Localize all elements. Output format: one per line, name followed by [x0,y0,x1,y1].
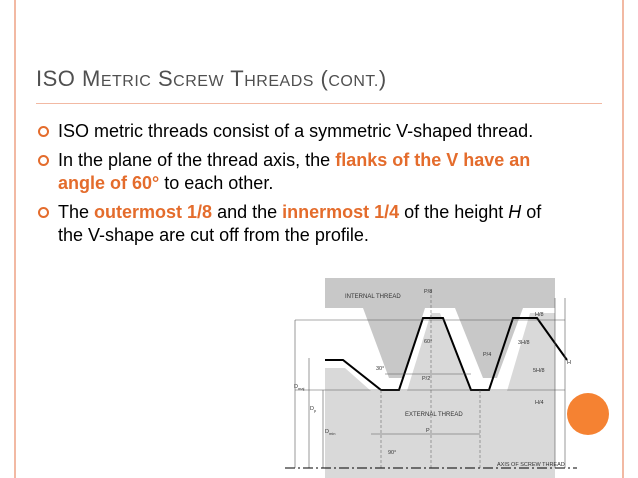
bullet-item: ISO metric threads consist of a symmetric V-shaped thread. [38,120,558,143]
label-dmin-sub: min [328,431,336,436]
bullet-ring-icon [38,155,49,166]
label-30deg: 30° [376,366,385,372]
label-dmin: D [325,429,329,435]
bullet-list [38,120,558,253]
label-h8: H/8 [535,312,544,318]
label-p8: P/8 [424,289,433,295]
label-90deg: 90° [388,450,397,456]
svg-text:Dmaj [294,384,305,391]
decorative-orange-circle [567,393,609,435]
label-p4: P/4 [483,352,492,358]
label-external-thread: EXTERNAL THREAD [405,412,463,418]
label-5h8: 5H/8 [533,368,545,374]
label-axis: AXIS OF SCREW THREAD [497,462,565,468]
thread-profile-diagram [285,278,577,478]
label-60deg: 60° [424,339,433,345]
label-h4: H/4 [535,400,544,406]
label-3h8: 3H/8 [518,340,530,346]
right-border-line [622,0,624,478]
label-internal-thread: INTERNAL THREAD [345,294,401,300]
bullet-ring-icon [38,207,49,218]
bullet-item: In the plane of the thread axis, the flanks of the V have an angle of 60° to each other. [38,149,558,195]
label-p: P [426,428,430,434]
label-p2: P/2 [422,376,431,382]
label-h: H [567,360,571,366]
slide-title: ISO METRIC SCREW THREADS (CONT.) [36,66,387,91]
svg-text:Dp [310,406,317,413]
label-dmaj: D [294,384,298,390]
bullet-ring-icon [38,126,49,137]
bullet-item: The outermost 1/8 and the innermost 1/4 of the height H of the V-shape are cut off from the profile. [38,201,558,247]
label-dmaj-sub: maj [297,386,305,391]
label-dp-sub: p [313,408,317,413]
title-underline [36,103,602,104]
svg-text:Dmin [325,429,335,436]
label-dp: D [310,406,314,412]
left-border-line [14,0,16,478]
